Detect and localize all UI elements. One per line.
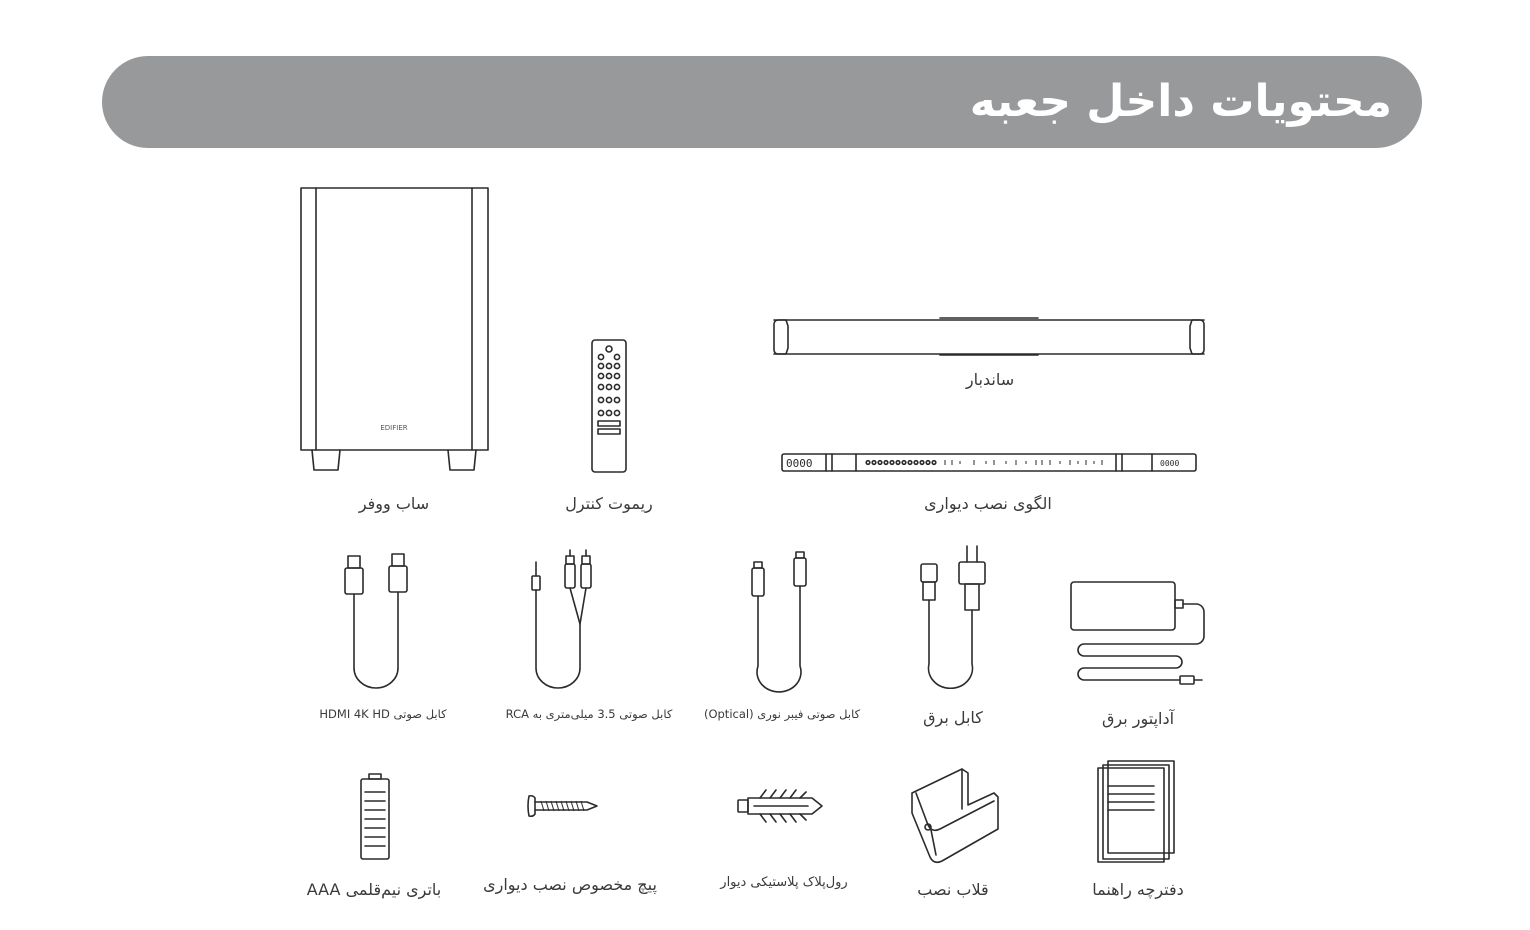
label-optical-cable: کابل صوتی فیبر نوری (Optical) — [703, 707, 861, 721]
label-screw: پیچ مخصوص نصب دیواری — [483, 875, 657, 894]
hdmi-cable-icon — [330, 550, 420, 690]
power-adapter-illustration — [1068, 578, 1208, 690]
battery-illustration — [358, 772, 394, 862]
remote-icon — [590, 338, 630, 474]
subwoofer-icon — [300, 186, 490, 476]
page-title: محتویات داخل جعبه — [969, 76, 1392, 127]
wall-plug-illustration — [734, 786, 826, 826]
rca-cable-illustration — [520, 548, 610, 690]
remote-illustration — [590, 338, 630, 474]
label-manual: دفترچه راهنما — [1092, 880, 1184, 899]
label-battery: باتری نیم‌قلمی AAA — [306, 880, 442, 899]
label-subwoofer: ساب ووفر — [358, 494, 430, 513]
wall-plug-icon — [734, 786, 826, 826]
screw-illustration — [525, 792, 601, 820]
subwoofer-brand: EDIFIER — [380, 424, 408, 432]
label-remote: ریموت کنترل — [565, 494, 653, 513]
wall-template-illustration — [780, 452, 1200, 474]
mount-bracket-icon — [906, 765, 1002, 867]
label-power-adapter: آداپتور برق — [1101, 709, 1175, 728]
label-power-cable: کابل برق — [923, 708, 983, 727]
power-cable-illustration — [915, 544, 995, 692]
header-banner — [102, 56, 1422, 148]
power-adapter-icon — [1068, 578, 1208, 690]
label-hdmi-cable: کابل صوتی HDMI 4K HD — [319, 707, 447, 721]
wall-template-icon — [780, 452, 1200, 474]
screw-icon — [525, 792, 601, 820]
optical-cable-illustration — [740, 548, 820, 690]
soundbar-illustration — [770, 316, 1210, 360]
template-port-right: 0000 — [1160, 459, 1180, 468]
label-wall-template: الگوی نصب دیواری — [924, 494, 1052, 513]
subwoofer-illustration — [300, 186, 490, 476]
soundbar-icon — [770, 316, 1210, 360]
optical-cable-icon — [740, 548, 820, 690]
template-port-left: 0000 — [786, 457, 813, 470]
battery-icon — [358, 772, 394, 862]
rca-cable-icon — [520, 548, 610, 690]
manual-illustration — [1094, 758, 1178, 864]
label-mount-bracket: قلاب نصب — [917, 880, 989, 899]
label-wall-plug: رول‌پلاک پلاستیکی دیوار — [720, 875, 848, 890]
label-rca-cable: کابل صوتی 3.5 میلی‌متری به RCA — [505, 707, 673, 721]
hdmi-cable-illustration — [330, 550, 420, 690]
mount-bracket-illustration — [906, 765, 1002, 867]
power-cable-icon — [915, 544, 995, 692]
label-soundbar: ساندبار — [965, 370, 1015, 389]
manual-icon — [1094, 758, 1178, 864]
